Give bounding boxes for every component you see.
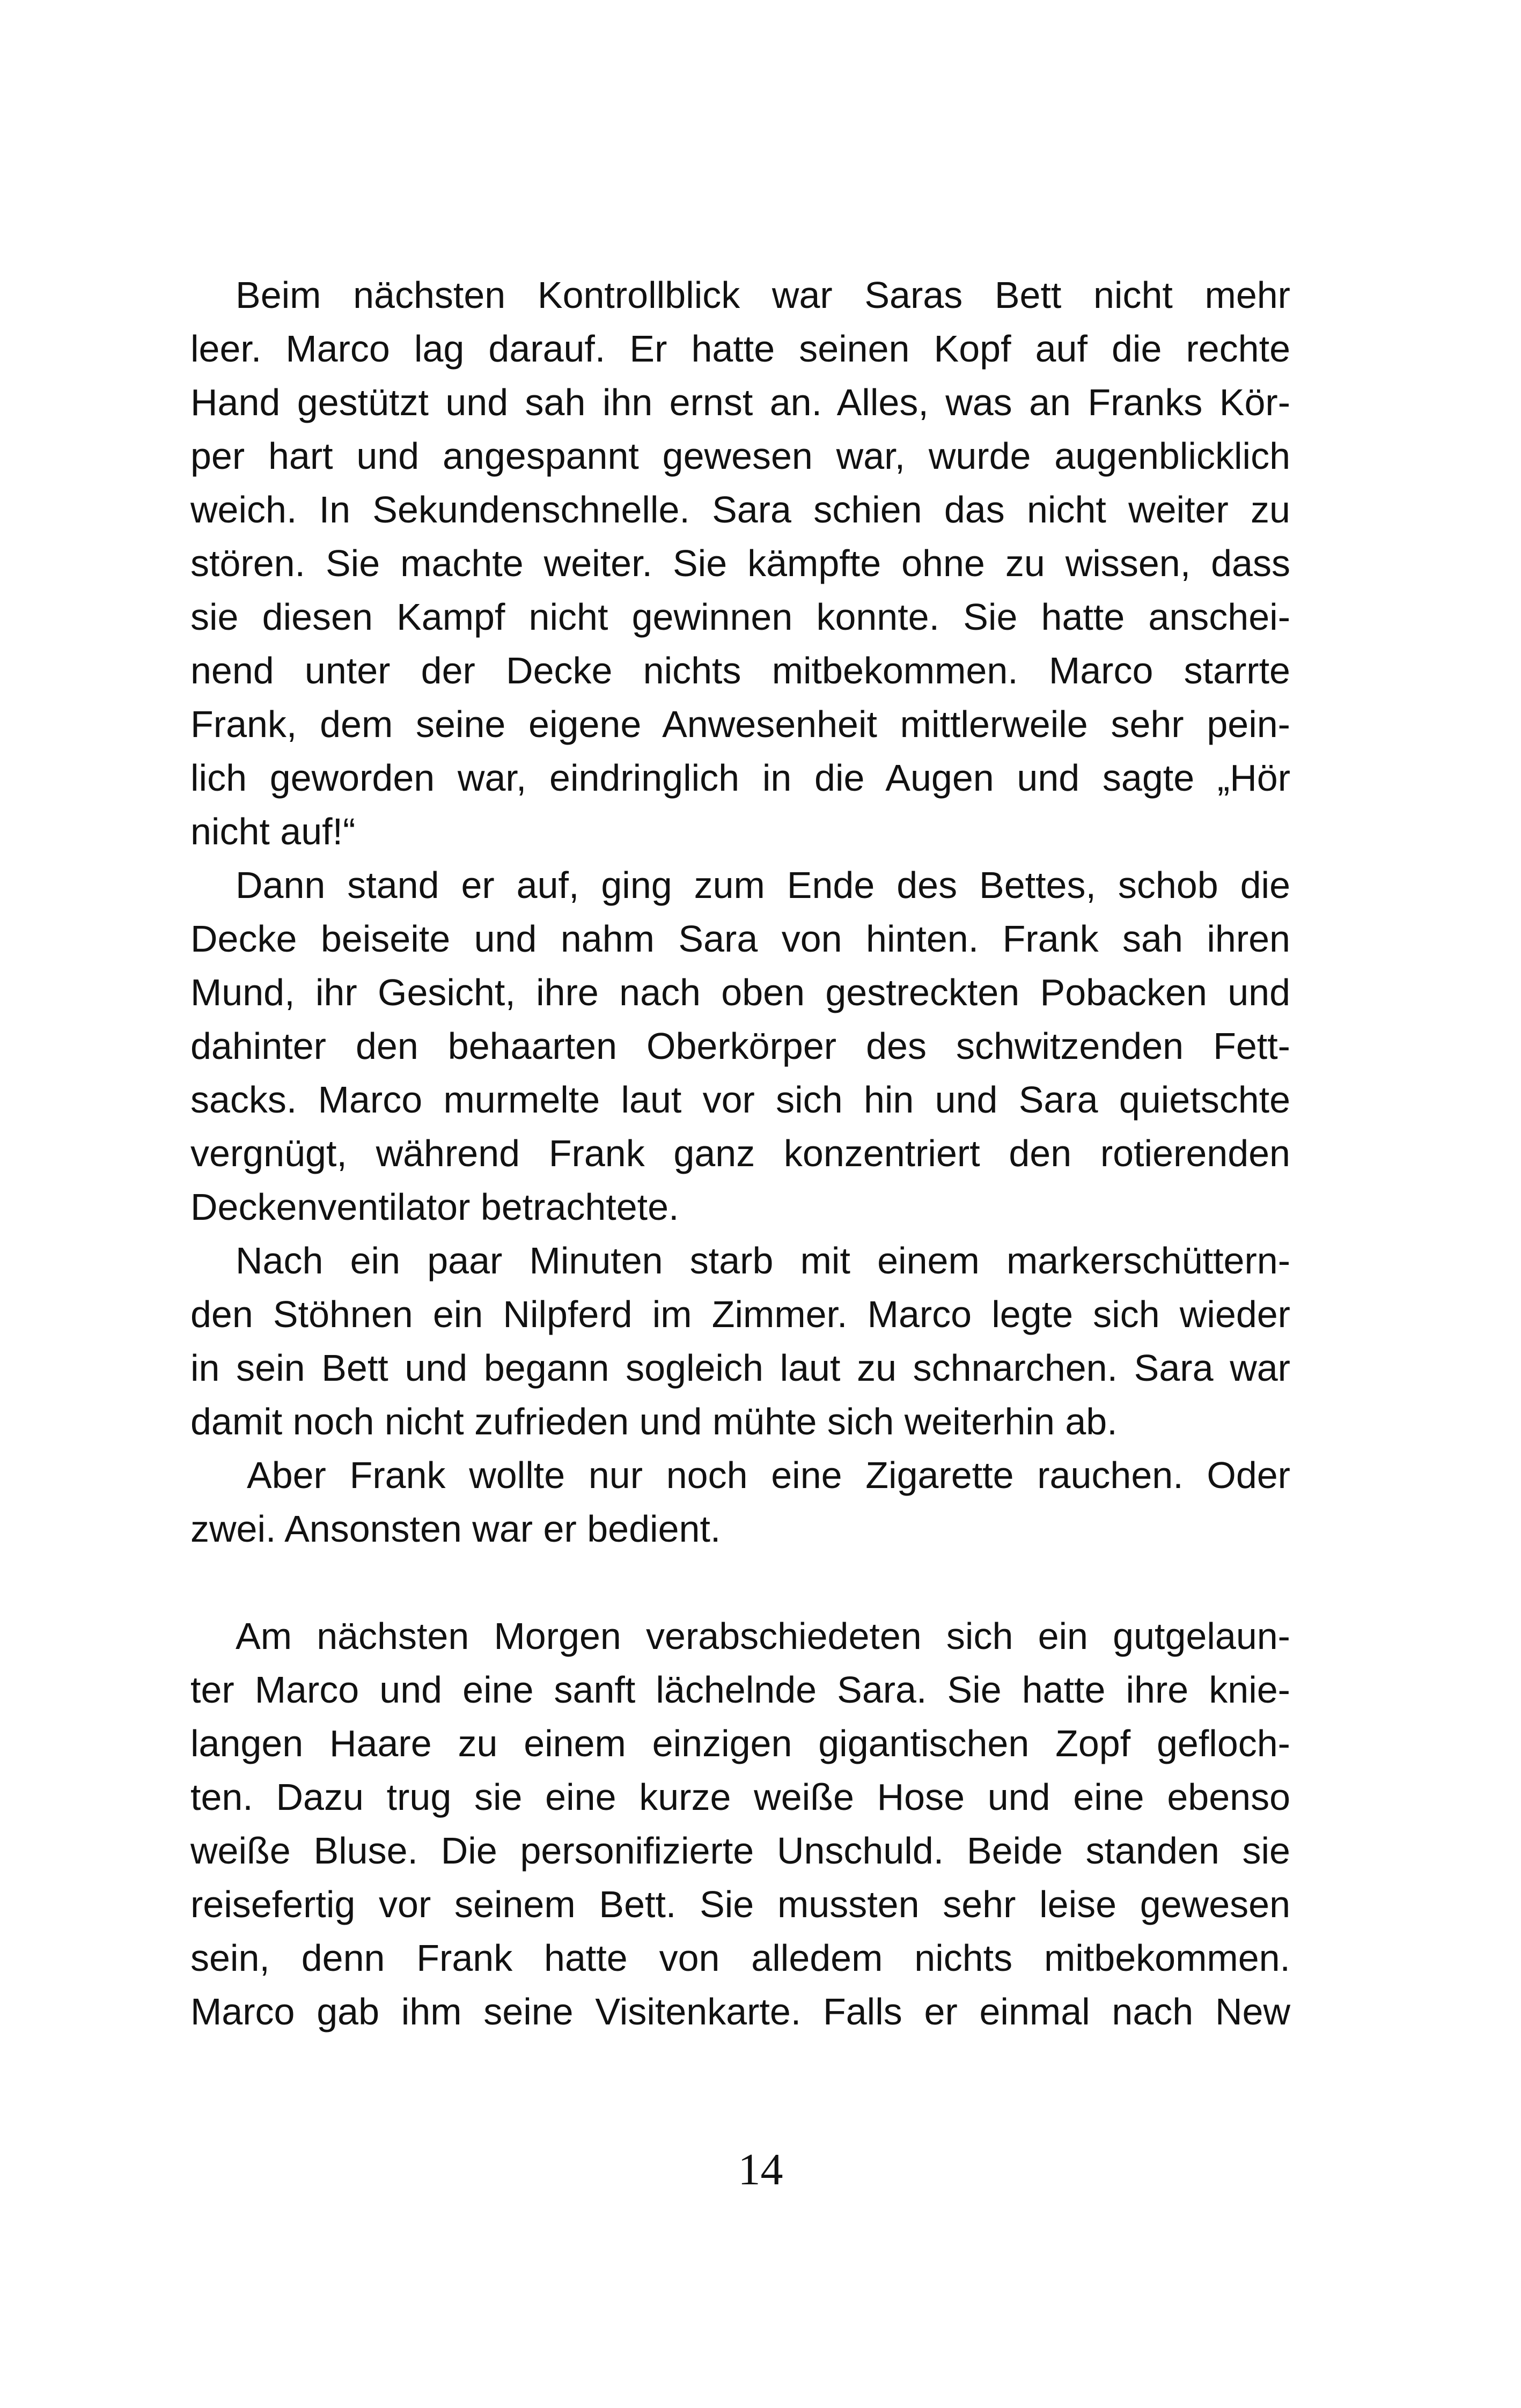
text-line: zwei. Ansonsten war er bedient. bbox=[190, 1508, 721, 1550]
text-line: Dann stand er auf, ging zum Ende des Bettes, schob die bbox=[236, 864, 1290, 906]
text-line: Frank, dem seine eigene Anwesenheit mittlerweile sehr pein- bbox=[190, 703, 1290, 745]
paragraph-2 bbox=[190, 858, 1290, 1234]
paragraph-5 bbox=[190, 1609, 1290, 2038]
text-line: sie diesen Kampf nicht gewinnen konnte. Sie hatte anschei- bbox=[190, 596, 1290, 638]
paragraph-4 bbox=[190, 1448, 1290, 1556]
page-number: 14 bbox=[738, 2145, 783, 2195]
text-line: nend unter der Decke nichts mitbekommen. Marco starrte bbox=[190, 650, 1290, 691]
paragraph-1 bbox=[190, 268, 1290, 858]
text-line: Nach ein paar Minuten starb mit einem markerschüttern- bbox=[236, 1240, 1290, 1282]
text-line: Marco gab ihm seine Visitenkarte. Falls er einmal nach New bbox=[190, 1991, 1290, 2033]
text-line: leer. Marco lag darauf. Er hatte seinen Kopf auf die rechte bbox=[190, 328, 1290, 370]
text-line: Decke beiseite und nahm Sara von hinten. Frank sah ihren bbox=[190, 918, 1290, 960]
text-line: sacks. Marco murmelte laut vor sich hin und Sara quietschte bbox=[190, 1079, 1290, 1121]
text-line: Aber Frank wollte nur noch eine Zigarette rauchen. Oder bbox=[247, 1454, 1290, 1496]
text-line: Deckenventilator betrachtete. bbox=[190, 1186, 679, 1228]
text-line: ten. Dazu trug sie eine kurze weiße Hose und eine ebenso bbox=[190, 1776, 1290, 1818]
text-line: ter Marco und eine sanft lächelnde Sara. Sie hatte ihre knie- bbox=[190, 1669, 1290, 1711]
text-line: lich geworden war, eindringlich in die Augen und sagte „Hör bbox=[190, 757, 1290, 799]
text-line: per hart und angespannt gewesen war, wurde augenblicklich bbox=[190, 435, 1290, 477]
text-line: vergnügt, während Frank ganz konzentriert den rotierenden bbox=[190, 1132, 1290, 1174]
text-line: langen Haare zu einem einzigen gigantischen Zopf gefloch- bbox=[190, 1722, 1290, 1764]
text-line: Hand gestützt und sah ihn ernst an. Alles, was an Franks Kör- bbox=[190, 381, 1290, 423]
text-line: sein, denn Frank hatte von alledem nichts mitbekommen. bbox=[190, 1937, 1290, 1979]
text-line: weich. In Sekundenschnelle. Sara schien das nicht weiter zu bbox=[190, 489, 1290, 531]
text-line: den Stöhnen ein Nilpferd im Zimmer. Marco legte sich wieder bbox=[190, 1293, 1290, 1335]
text-line: nicht auf!“ bbox=[190, 811, 356, 852]
text-line: Beim nächsten Kontrollblick war Saras Bett nicht mehr bbox=[236, 274, 1290, 316]
section-break bbox=[190, 1556, 1290, 1609]
text-line: reisefertig vor seinem Bett. Sie mussten sehr leise gewesen bbox=[190, 1883, 1290, 1925]
text-line: Mund, ihr Gesicht, ihre nach oben gestreckten Pobacken und bbox=[190, 971, 1290, 1013]
text-line: weiße Bluse. Die personifizierte Unschuld. Beide standen sie bbox=[190, 1830, 1290, 1872]
text-line: Am nächsten Morgen verabschiedeten sich ein gutgelaun- bbox=[236, 1615, 1290, 1657]
body-text bbox=[190, 268, 1290, 2038]
text-line: in sein Bett und begann sogleich laut zu schnarchen. Sara war bbox=[190, 1347, 1290, 1389]
paragraph-3 bbox=[190, 1234, 1290, 1448]
text-line: stören. Sie machte weiter. Sie kämpfte ohne zu wissen, dass bbox=[190, 542, 1290, 584]
text-line: damit noch nicht zufrieden und mühte sich weiterhin ab. bbox=[190, 1401, 1118, 1442]
text-line: dahinter den behaarten Oberkörper des schwitzenden Fett- bbox=[190, 1025, 1290, 1067]
